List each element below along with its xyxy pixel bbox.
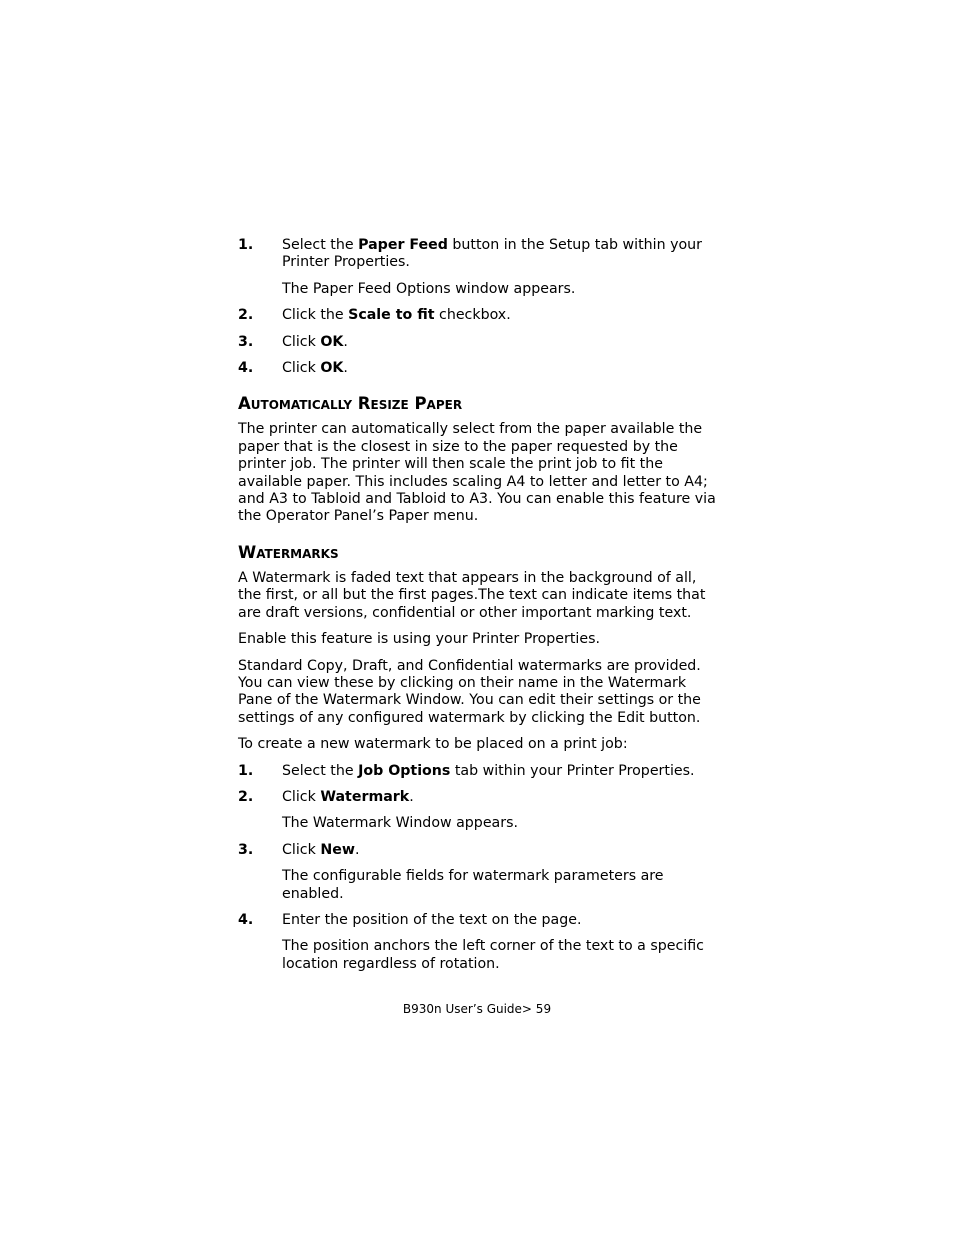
wm-step-3-click-new bbox=[238, 842, 718, 859]
step-text: Enter the position of the text on the page. bbox=[282, 911, 582, 928]
step-text-post: button in the Setup tab within your Printer Properties. bbox=[282, 237, 702, 271]
step-text-post: checkbox. bbox=[434, 307, 511, 324]
step-text-bold: Paper Feed bbox=[358, 237, 448, 253]
step-text-bold: New bbox=[320, 841, 355, 858]
auto-resize-body: The printer can automatically select from the paper available the paper that is the closest in size to the paper requested by the printer job. The printer will then scale the print job to fit the available paper. This includes scaling A4 to letter and letter to A4; and A3 to Tabloid and Tabloid to A3. You can enable this feature via the Operator Panel’s Paper menu. bbox=[238, 421, 716, 525]
wm-step-2-click-watermark bbox=[238, 789, 718, 806]
step-number: 4. bbox=[238, 360, 254, 377]
section-heading-watermarks: Watermarks bbox=[238, 542, 339, 562]
wm-step-4-enter-position bbox=[238, 912, 718, 929]
step-text-post: . bbox=[409, 788, 414, 805]
step-number: 2. bbox=[238, 788, 254, 805]
step-3-click-ok bbox=[238, 334, 718, 351]
watermarks-para-4: To create a new watermark to be placed on a print job: bbox=[238, 736, 628, 753]
step-text-bold: Job Options bbox=[358, 762, 451, 779]
step-text-pre: Click bbox=[282, 788, 321, 805]
step-text-pre: Select the bbox=[282, 762, 359, 779]
step-text-pre: Select the bbox=[282, 237, 359, 253]
wm-step-2-note: The Watermark Window appears. bbox=[282, 815, 518, 832]
step-text-post: tab within your Printer Properties. bbox=[450, 762, 695, 779]
document-content bbox=[238, 237, 718, 982]
step-1-note: The Paper Feed Options window appears. bbox=[282, 280, 576, 297]
step-number: 3. bbox=[238, 333, 254, 350]
step-text-post: . bbox=[343, 333, 348, 350]
watermarks-para-3: Standard Copy, Draft, and Confidential watermarks are provided. You can view these by clicking on their name in the Watermark Pane of the Watermark Window. You can edit their settings or the settings of any configured watermark by clicking the Edit button. bbox=[238, 657, 701, 726]
step-text-post: . bbox=[354, 841, 360, 858]
section-heading-auto-resize: Automatically Resize Paper bbox=[238, 394, 463, 414]
step-text-bold: OK bbox=[320, 333, 344, 350]
step-number: 3. bbox=[238, 841, 254, 858]
step-number: 2. bbox=[238, 307, 254, 324]
step-text-bold: Scale to fit bbox=[348, 307, 435, 324]
step-number: 1. bbox=[238, 762, 254, 779]
step-number: 1. bbox=[238, 237, 254, 253]
step-text-pre: Click bbox=[282, 333, 321, 350]
step-text-bold: Watermark bbox=[320, 788, 410, 805]
wm-step-1-job-options bbox=[238, 763, 718, 780]
step-text-post: . bbox=[343, 360, 348, 377]
wm-step-4-note: The position anchors the left corner of the text to a specific location regardless of rotation. bbox=[282, 938, 704, 972]
step-text-pre: Click bbox=[282, 360, 321, 377]
watermarks-para-1: A Watermark is faded text that appears in the background of all, the first, or all but the first pages.The text can indicate items that are draft versions, confidential or other important marking text. bbox=[238, 569, 706, 621]
step-1-select-paper-feed bbox=[238, 237, 718, 272]
step-4-click-ok bbox=[238, 360, 718, 377]
step-2-scale-to-fit bbox=[238, 307, 718, 324]
watermarks-para-2: Enable this feature is using your Printer Properties. bbox=[238, 631, 600, 648]
page-footer: B930n User’s Guide> 59 bbox=[402, 1002, 552, 1016]
step-text-bold: OK bbox=[320, 360, 344, 377]
wm-step-3-note: The configurable fields for watermark parameters are enabled. bbox=[282, 868, 664, 902]
step-number: 4. bbox=[238, 911, 254, 928]
step-text-pre: Click bbox=[282, 841, 321, 858]
step-text-pre: Click the bbox=[282, 307, 349, 324]
